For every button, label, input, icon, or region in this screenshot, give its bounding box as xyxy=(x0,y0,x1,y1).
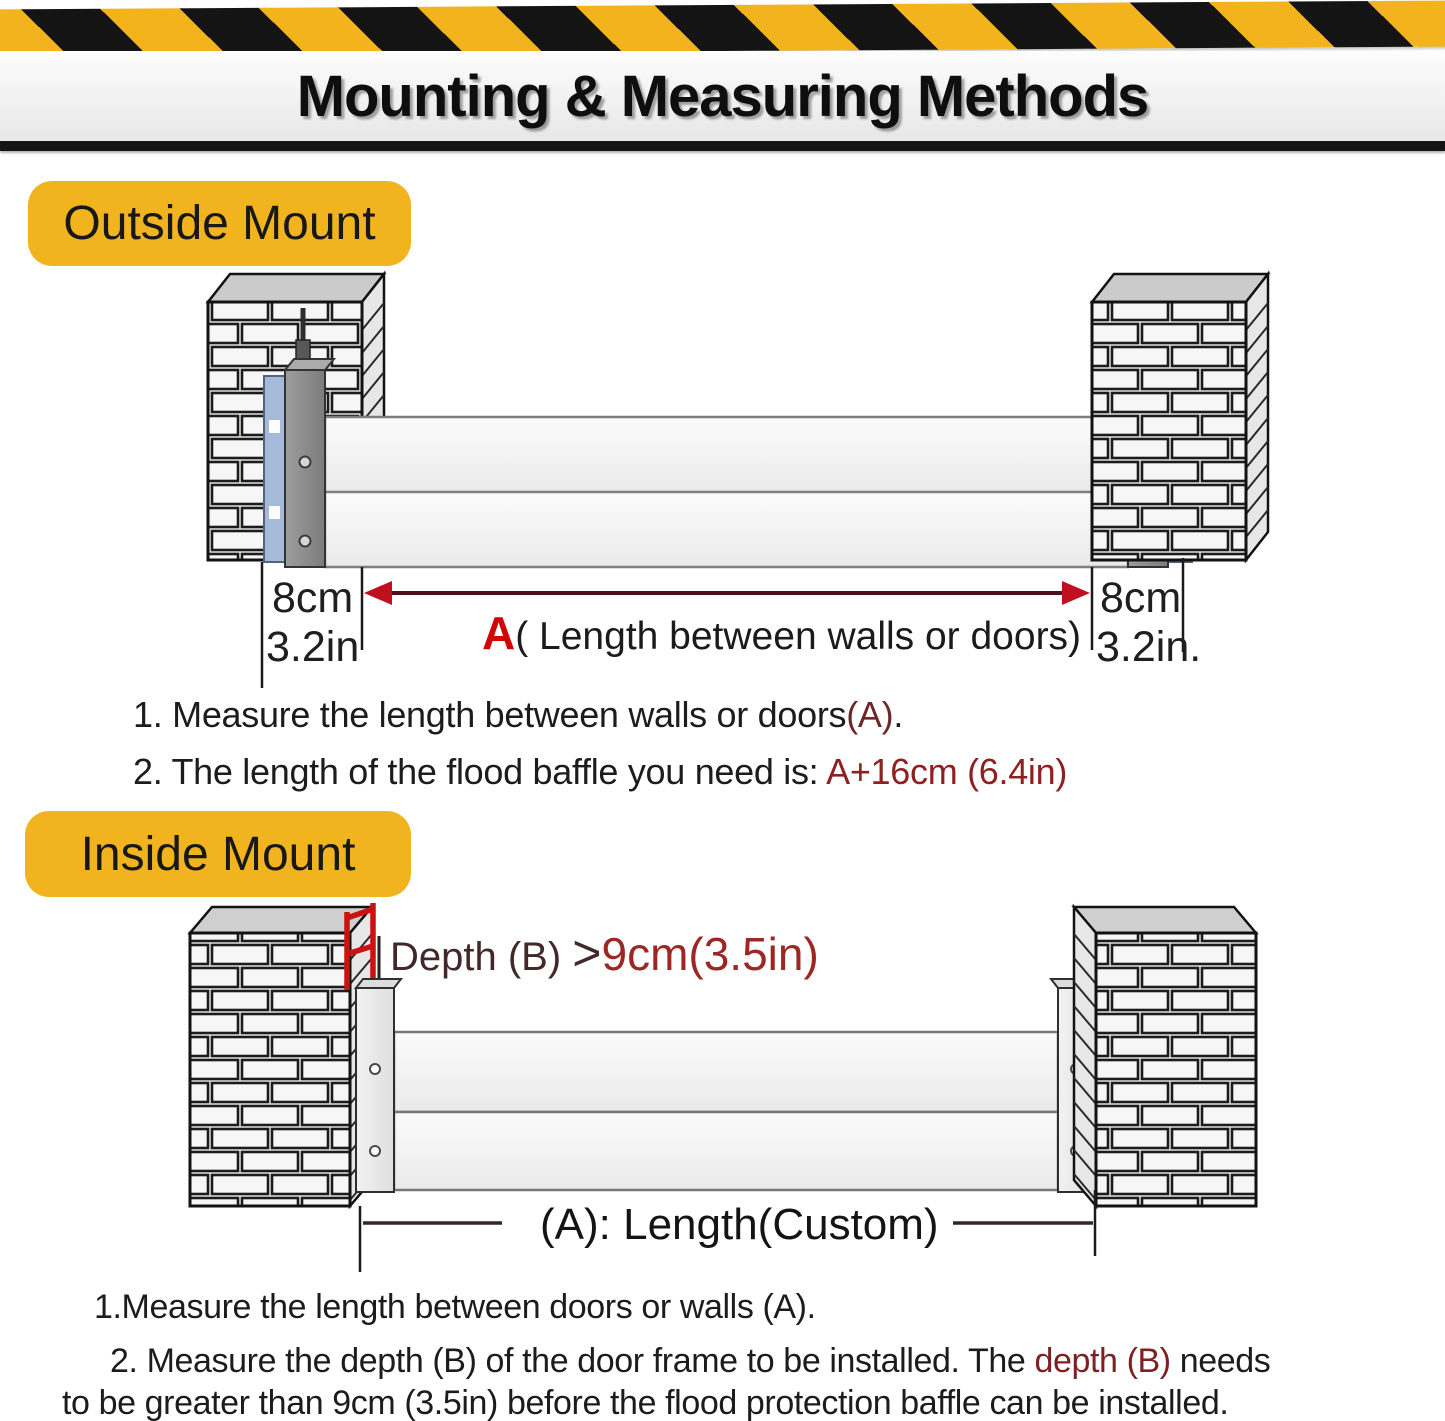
outside-barrier-panel-top xyxy=(325,417,1128,493)
outside-mount-diagram xyxy=(208,274,1268,688)
arrow-head-left xyxy=(364,581,392,605)
depth-label-value: 9cm(3.5in) xyxy=(601,928,819,980)
inside-step-2-line-2-text: to be greater than 9cm (3.5in) before the flood protection baffle can be installed. xyxy=(62,1384,1229,1421)
inside-barrier-panel-top xyxy=(394,1032,1058,1112)
arrow-head-right xyxy=(1062,581,1090,605)
outside-step-1-accent: (A) xyxy=(846,694,894,735)
outside-right-offset-in: 3.2in. xyxy=(1096,623,1202,671)
outside-flood-barrier-panels xyxy=(325,417,1128,567)
outside-barrier-panel-bottom xyxy=(325,492,1128,567)
outside-left-offset-in: 3.2in xyxy=(266,623,360,671)
inside-mount-diagram xyxy=(190,903,1256,1272)
depth-label-prefix: Depth (B) xyxy=(390,935,573,979)
outside-span-label xyxy=(482,607,1081,659)
outside-step-2-text: 2. The length of the flood baffle you need is: xyxy=(133,751,827,792)
page-title: Mounting & Measuring Methods xyxy=(296,63,1149,129)
inside-step-2-text: 2. Measure the depth (B) of the door frame to be installed. The xyxy=(110,1342,1035,1380)
span-label-text: ( Length between walls or doors) xyxy=(515,615,1082,658)
outside-measurement xyxy=(262,558,1201,688)
screw-hole xyxy=(300,457,311,468)
inside-mount-badge-label: Inside Mount xyxy=(80,827,356,881)
inside-step-1 xyxy=(94,1288,816,1327)
inside-right-pillar xyxy=(1074,907,1256,1206)
screw-hole xyxy=(370,1064,380,1074)
screw-hole xyxy=(370,1146,380,1156)
inside-step-2-accent: depth (B) xyxy=(1034,1342,1171,1380)
depth-b-label xyxy=(390,925,819,981)
outside-step-1 xyxy=(133,694,903,736)
inside-step-2-line-1 xyxy=(110,1342,1270,1381)
inside-step-1-text: 1.Measure the length between doors or walls (A). xyxy=(94,1288,816,1326)
screw-hole xyxy=(300,536,311,547)
inside-length-label: (A): Length(Custom) xyxy=(540,1200,939,1249)
inside-barrier-panel-bottom xyxy=(394,1112,1058,1190)
depth-label-gt: > xyxy=(572,925,602,981)
outside-step-2 xyxy=(133,751,1067,793)
inside-step-2-tail: needs xyxy=(1170,1342,1271,1380)
outside-step-1-text: 1. Measure the length between walls or doors xyxy=(133,694,847,735)
inside-step-2-line-2 xyxy=(62,1384,1228,1421)
seal-strip-blue xyxy=(264,376,285,562)
outside-step-2-accent: A+16cm (6.4in) xyxy=(826,751,1068,792)
outside-left-offset-cm: 8cm xyxy=(272,574,354,622)
inside-flood-barrier-panels xyxy=(394,1032,1058,1190)
outside-right-pillar xyxy=(1092,274,1268,560)
outside-step-1-period: . xyxy=(893,694,904,735)
inside-measurement xyxy=(360,1190,1095,1272)
span-label-accent: A xyxy=(482,607,516,659)
outside-mount-badge-label: Outside Mount xyxy=(63,197,376,250)
outside-right-offset-cm: 8cm xyxy=(1100,574,1182,622)
